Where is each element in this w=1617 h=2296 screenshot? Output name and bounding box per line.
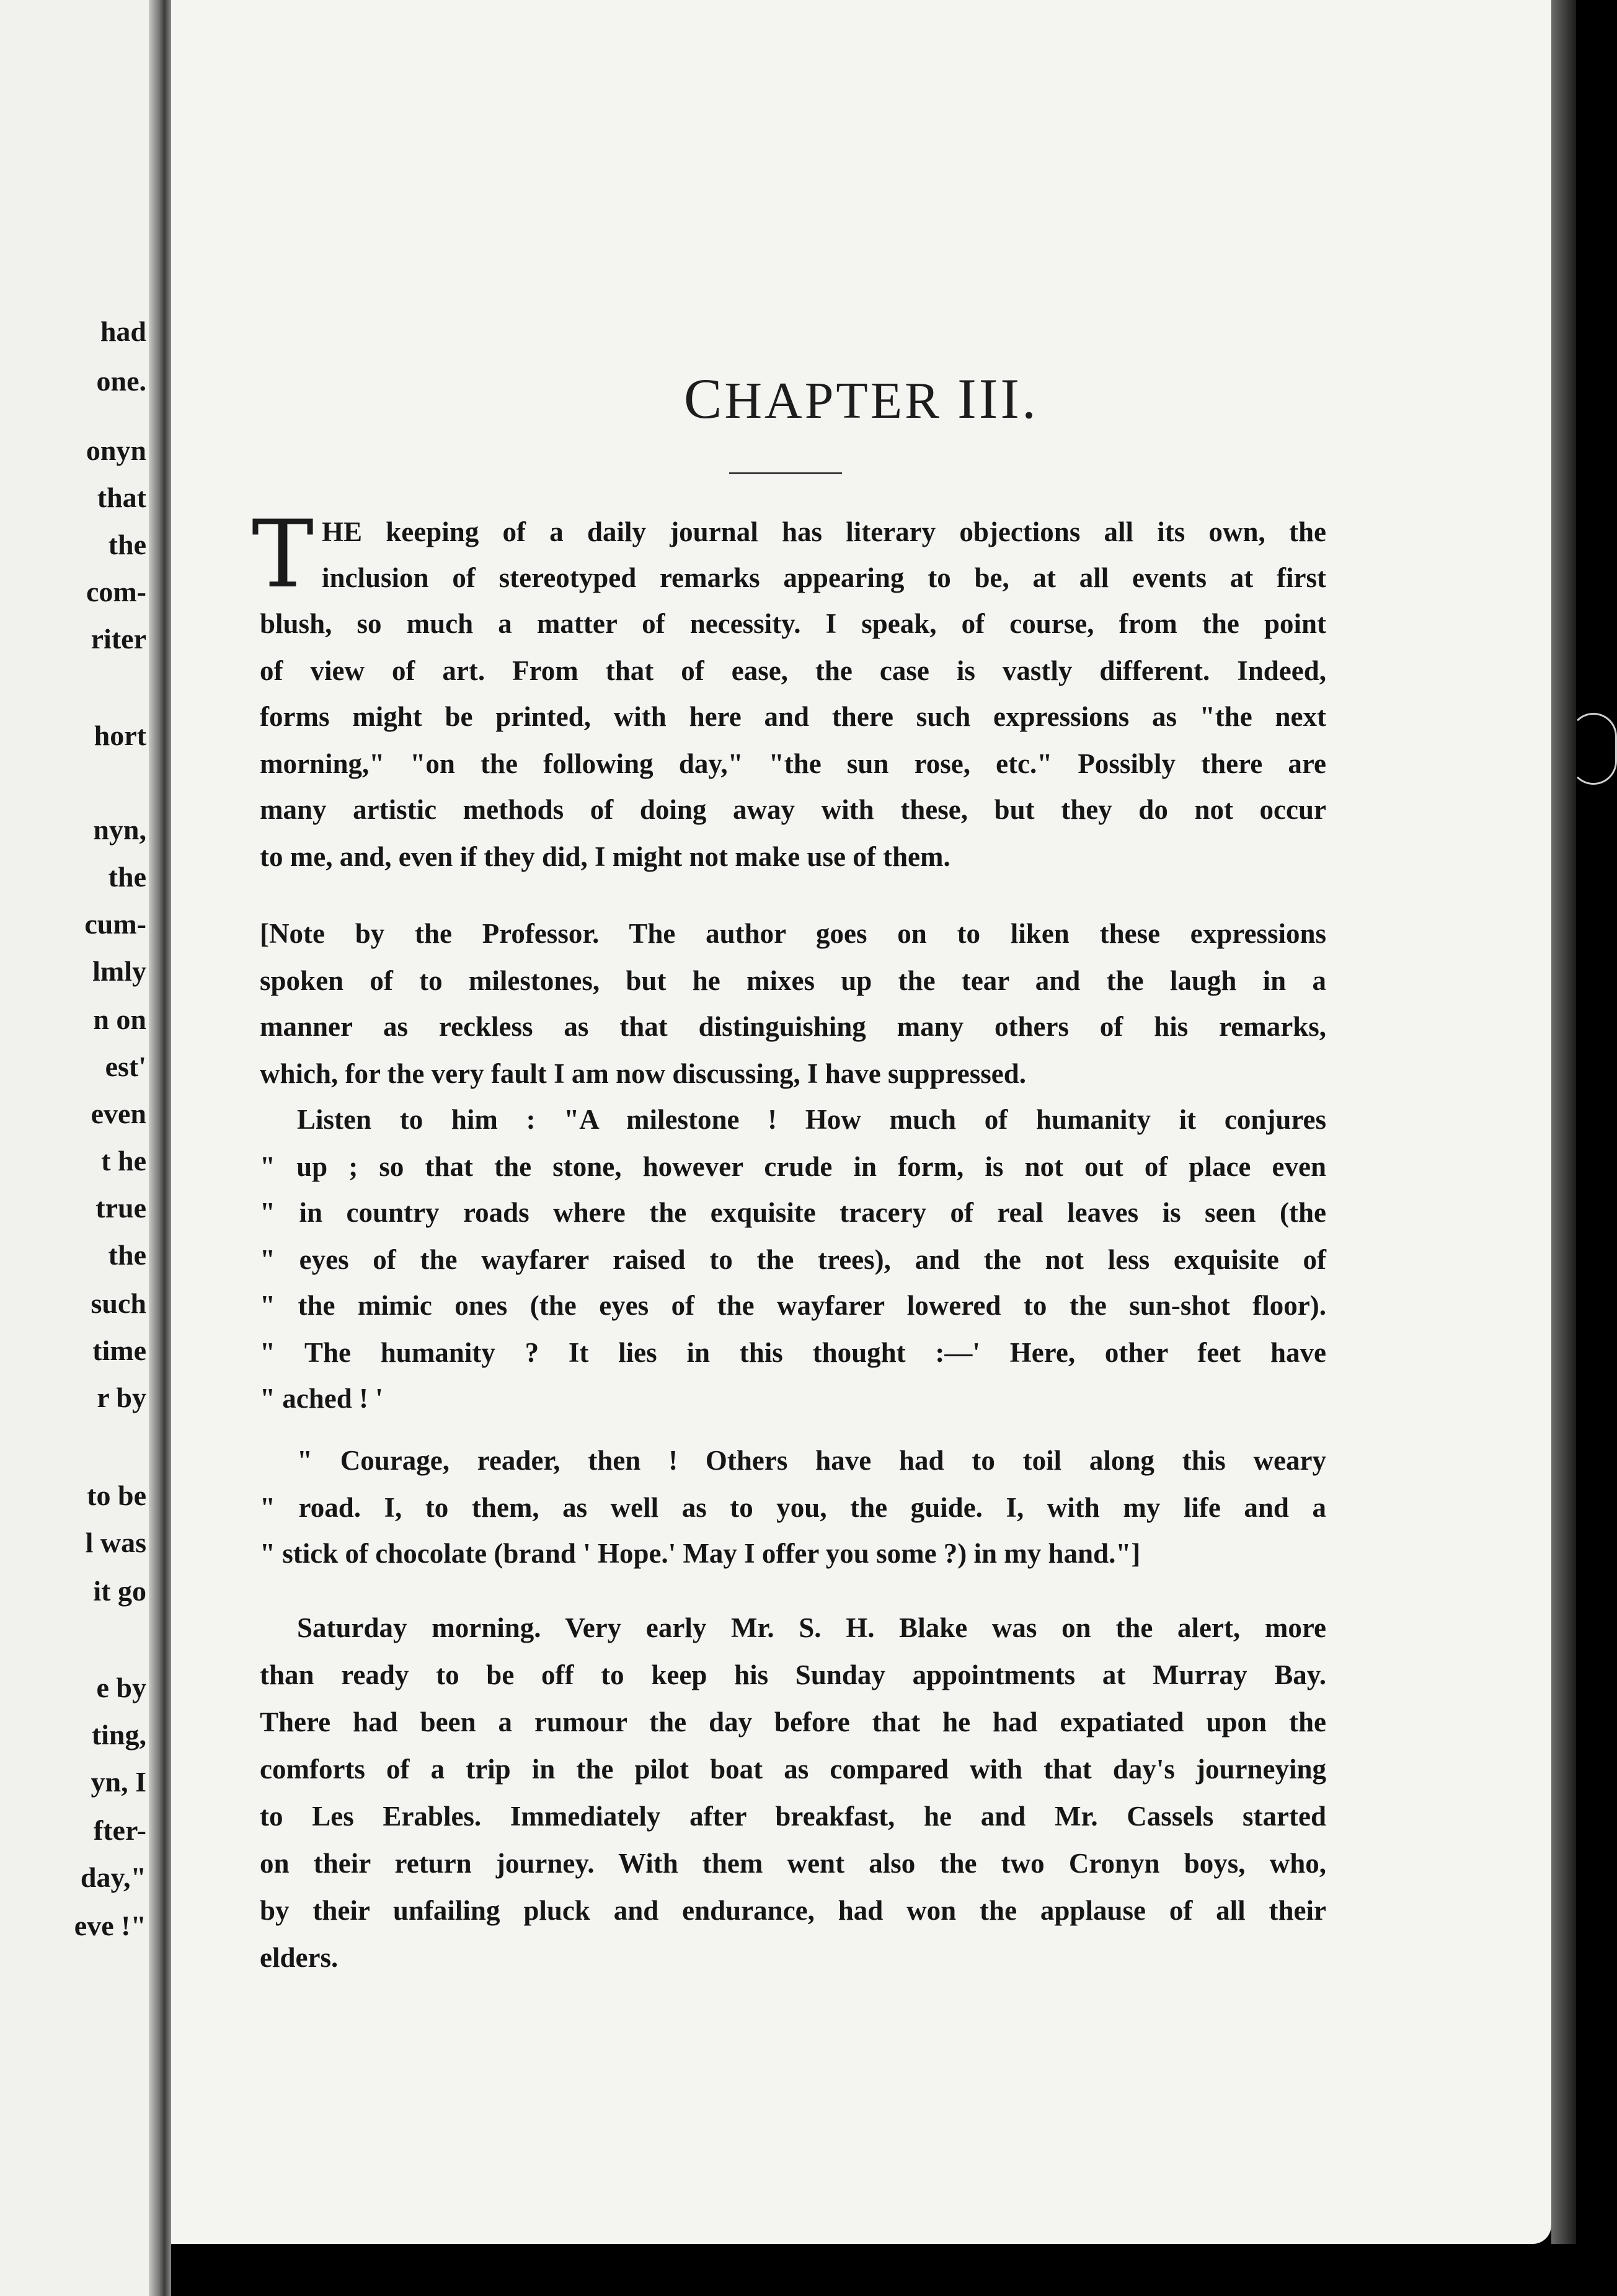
text-line: elders. <box>260 1942 339 1973</box>
text-line: morning," "on the following day," "the sun rose, etc." Possibly there are <box>260 748 1326 779</box>
text-line: forms might be printed, with here and there such expressions as "the next <box>260 701 1326 732</box>
text-line: by their unfailing pluck and endurance, had won the applause of all their <box>260 1895 1326 1926</box>
left-page-fragment: true <box>95 1192 146 1224</box>
main-page <box>171 0 1551 2244</box>
text-line: Saturday morning. Very early Mr. S. H. Blake was on the alert, more <box>297 1612 1326 1643</box>
left-page-fragment: one. <box>96 365 146 397</box>
left-page-fragment: lmly <box>92 955 146 987</box>
edge-mark <box>1570 713 1617 785</box>
text-line: " Courage, reader, then ! Others have had to toil along this weary <box>297 1445 1326 1476</box>
text-line: HE keeping of a daily journal has literary objections all its own, the <box>322 516 1326 547</box>
text-line: on their return journey. With them went also the two Cronyn boys, who, <box>260 1848 1326 1879</box>
left-page-fragment: hort <box>94 720 146 751</box>
text-line: " stick of chocolate (brand ' Hope.' May I offer you some ?) in my hand."] <box>260 1538 1141 1569</box>
page-gutter <box>149 0 171 2296</box>
left-page-fragment: nyn, <box>93 814 146 846</box>
text-line: manner as reckless as that distinguishing many others of his remarks, <box>260 1011 1326 1042</box>
left-page-fragment: est' <box>105 1051 146 1082</box>
title-divider-rule <box>729 472 842 474</box>
text-line: " the mimic ones (the eyes of the wayfarer lowered to the sun-shot floor). <box>260 1290 1326 1321</box>
left-page-fragment: e by <box>96 1672 146 1703</box>
left-page-fragment: such <box>91 1287 146 1319</box>
text-line: blush, so much a matter of necessity. I speak, of course, from the point <box>260 608 1326 639</box>
left-page-fragment: com- <box>86 576 146 607</box>
page-edge-shadow <box>1551 0 1576 2244</box>
left-page-fragment: the <box>108 861 146 893</box>
chapter-title-word: HAPTER <box>724 372 942 430</box>
left-page-fragment: onyn <box>86 435 146 466</box>
left-page-fragment: had <box>100 316 146 347</box>
left-page-fragment: r by <box>97 1382 146 1413</box>
left-page-fragment: cum- <box>84 908 146 940</box>
left-page-fragment: l was <box>85 1527 146 1558</box>
text-line: inclusion of stereotyped remarks appearing to be, at all events at first <box>322 562 1326 593</box>
chapter-title <box>171 366 1551 431</box>
text-line: to me, and, even if they did, I might not make use of them. <box>260 841 950 872</box>
drop-cap: T <box>252 501 314 609</box>
chapter-title-initial: C <box>684 367 725 430</box>
text-line: " The humanity ? It lies in this thought :—' Here, other feet have <box>260 1337 1326 1368</box>
text-line: than ready to be off to keep his Sunday appointments at Murray Bay. <box>260 1659 1326 1690</box>
left-page-fragment: eve !" <box>74 1910 146 1941</box>
text-line: of view of art. From that of ease, the case is vastly different. Indeed, <box>260 655 1326 686</box>
left-page-fragment: day," <box>80 1861 146 1893</box>
text-line: There had been a rumour the day before that he had expatiated upon the <box>260 1707 1326 1737</box>
text-line: " up ; so that the stone, however crude in form, is not out of place even <box>260 1151 1326 1182</box>
text-line: " eyes of the wayfarer raised to the trees), and the not less exquisite of <box>260 1244 1326 1275</box>
text-line: " ached ! ' <box>260 1383 383 1414</box>
left-page-fragment: t he <box>101 1145 146 1177</box>
left-page-fragment: the <box>108 1239 146 1271</box>
left-page-fragment: to be <box>87 1480 146 1511</box>
text-line: " in country roads where the exquisite tracery of real leaves is seen (the <box>260 1197 1326 1228</box>
left-page-fragment: riter <box>91 623 146 655</box>
left-page-fragment: yn, I <box>91 1766 146 1798</box>
text-line: Listen to him : "A milestone ! How much of humanity it conjures <box>297 1104 1326 1135</box>
text-line: comforts of a trip in the pilot boat as compared with that day's journeying <box>260 1754 1326 1785</box>
left-facing-page <box>0 0 162 2296</box>
left-page-fragment: n on <box>93 1004 146 1035</box>
left-page-fragment: even <box>91 1098 146 1129</box>
left-page-fragment: it go <box>93 1575 146 1607</box>
text-line: " road. I, to them, as well as to you, the guide. I, with my life and a <box>260 1492 1326 1523</box>
text-line: [Note by the Professor. The author goes on to liken these expressions <box>260 918 1326 949</box>
text-line: which, for the very fault I am now discussing, I have suppressed. <box>260 1058 1026 1089</box>
text-line: spoken of to milestones, but he mixes up the tear and the laugh in a <box>260 965 1326 996</box>
left-page-fragment: that <box>97 482 146 513</box>
left-page-fragment: time <box>92 1335 146 1366</box>
left-page-fragment: ting, <box>91 1719 146 1751</box>
text-line: many artistic methods of doing away with these, but they do not occur <box>260 794 1326 825</box>
left-page-fragment: the <box>108 529 146 560</box>
left-page-fragment: fter- <box>93 1814 146 1846</box>
text-line: to Les Erables. Immediately after breakfast, he and Mr. Cassels started <box>260 1801 1326 1832</box>
chapter-numeral: III. <box>957 367 1039 430</box>
